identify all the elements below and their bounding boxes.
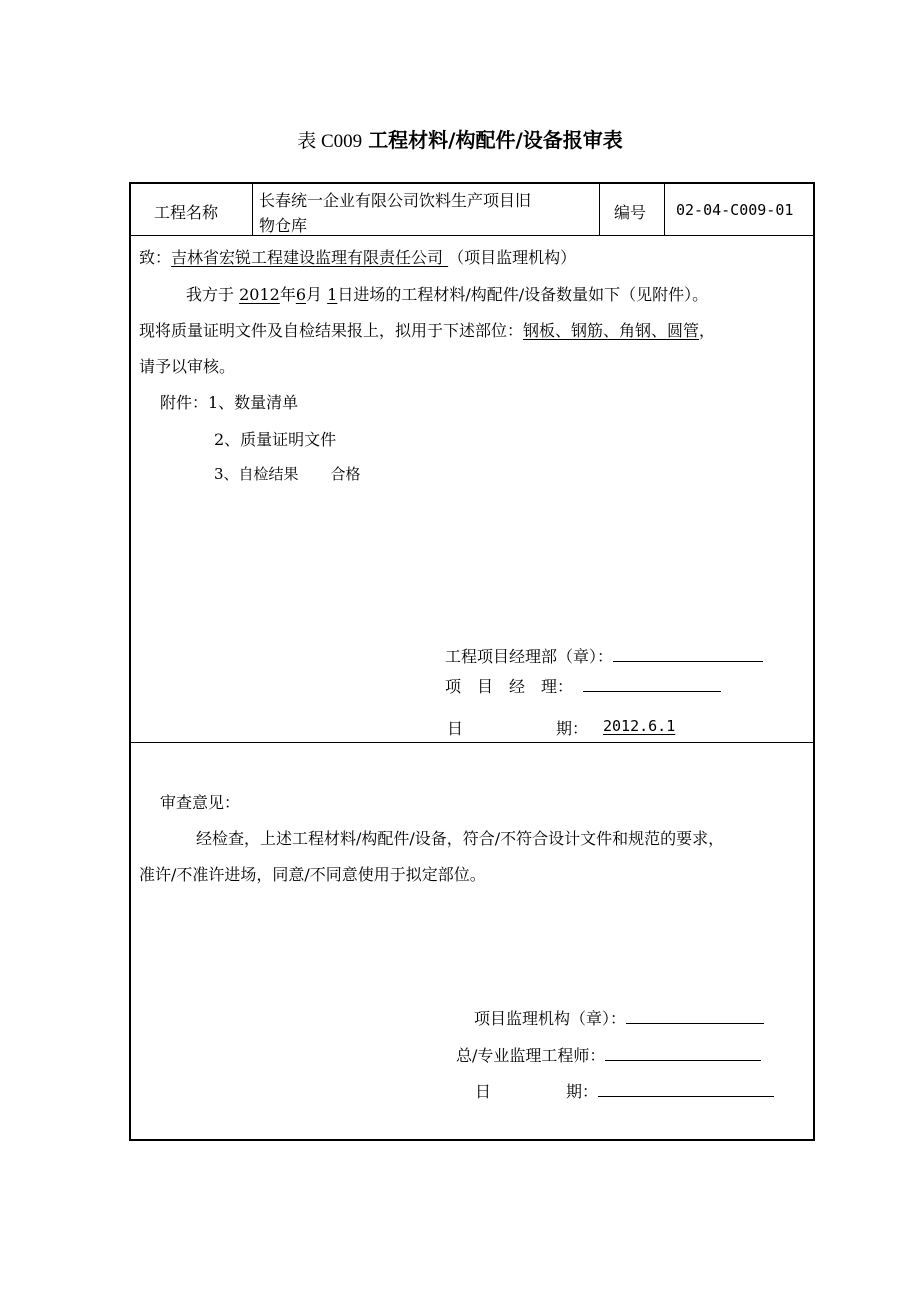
engineer-signature-line: 总/专业监理工程师： <box>456 1043 761 1066</box>
apply-date-label-2: 期： <box>556 719 589 738</box>
usage-parts: 钢板、钢筋、角钢、圆管 <box>523 321 700 340</box>
attachment-2: 2、质量证明文件 <box>214 430 337 449</box>
review-date-blank <box>598 1080 774 1097</box>
attachment-3: 3、自检结果 合格 <box>214 465 361 483</box>
review-opinion-line1: 经检查，上述工程材料/构配件/设备，符合/不符合设计文件和规范的要求， <box>196 829 725 848</box>
addressee-line <box>139 245 576 268</box>
form-main-title: 工程材料/构配件/设备报审表 <box>368 128 623 152</box>
project-name-value-line1: 长春统一企业有限公司饮料生产项目旧 <box>259 191 532 210</box>
entry-year: 2012 <box>239 285 280 304</box>
form-title <box>0 124 920 153</box>
number-value: 02-04-C009-01 <box>676 201 794 219</box>
manager-signature-blank <box>583 675 721 692</box>
apply-date-label-1: 日 <box>447 719 464 738</box>
number-label: 编号 <box>614 203 647 222</box>
dept-signature-line: 工程项目经理部（章）： <box>445 644 763 667</box>
to-suffix: （项目监理机构） <box>448 248 577 267</box>
header-divider <box>130 235 814 236</box>
engineer-signature-blank <box>605 1044 761 1061</box>
attachment-1: 附件：1、数量清单 <box>160 393 299 412</box>
self-check-result: 合格 <box>330 465 361 483</box>
entry-day: 1 <box>327 285 338 304</box>
entry-statement: 我方于 2012年6月 1日进场的工程材料/构配件/设备数量如下（见附件）。 <box>186 285 709 304</box>
form-code: 表 C009 <box>297 131 363 152</box>
project-name-value-line2: 物仓库 <box>259 216 308 235</box>
request-review: 请予以审核。 <box>139 357 236 376</box>
section-divider <box>130 742 814 743</box>
project-name-label: 工程名称 <box>154 203 219 222</box>
usage-statement: 现将质量证明文件及自检结果报上，拟用于下述部位：钢板、钢筋、角钢、圆管， <box>139 321 716 340</box>
entry-month: 6 <box>295 285 307 304</box>
manager-signature-line: 项 目 经 理： <box>445 674 721 697</box>
header-col-divider-1 <box>252 183 253 235</box>
header-col-divider-2 <box>599 183 600 235</box>
supervision-seal-blank <box>626 1007 764 1024</box>
review-label: 审查意见： <box>160 793 241 812</box>
review-date-label-1: 日 <box>475 1082 492 1101</box>
to-label: 致： <box>139 248 172 267</box>
supervision-signature-line: 项目监理机构（章）： <box>474 1006 764 1029</box>
review-opinion-line2: 准许/不准许进场，同意/不同意使用于拟定部位。 <box>139 865 486 884</box>
apply-date-value: 2012.6.1 <box>603 717 676 735</box>
dept-seal-blank <box>613 645 763 662</box>
to-organization: 吉林省宏锐工程建设监理有限责任公司 <box>171 248 444 267</box>
header-col-divider-3 <box>664 183 665 235</box>
review-date-label-2: 期： <box>566 1079 774 1102</box>
